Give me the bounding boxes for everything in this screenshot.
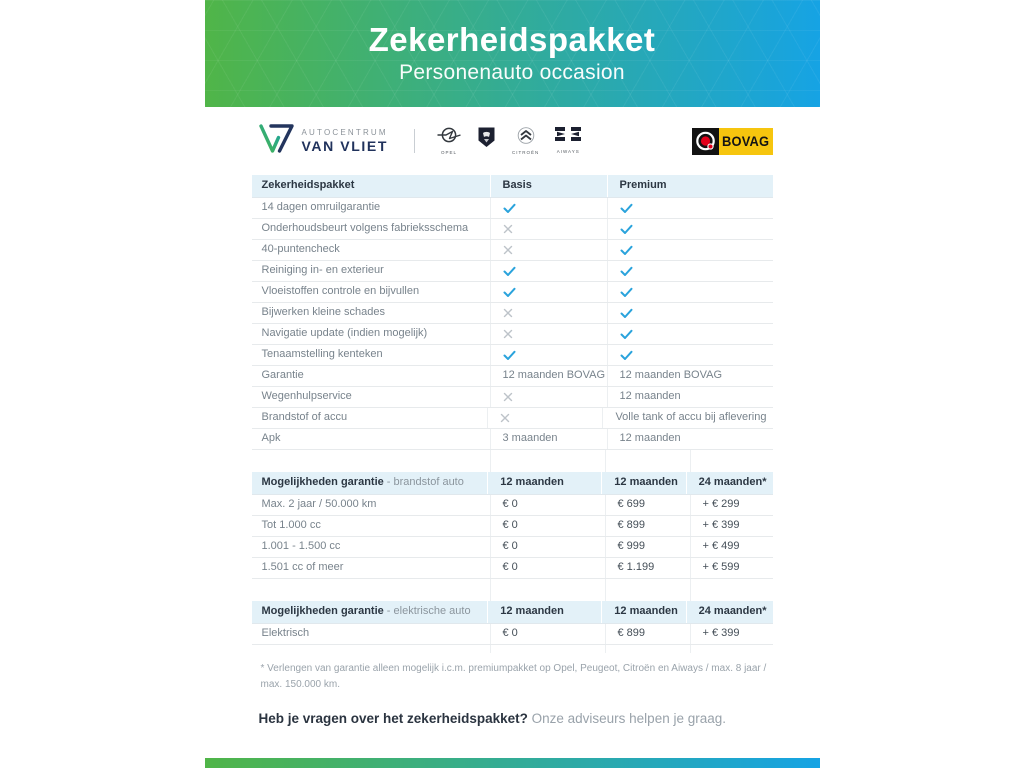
spacer-cell: [490, 450, 605, 472]
cell-value: Volle tank of accu bij aflevering: [602, 408, 772, 428]
table-row: [252, 345, 773, 366]
check-icon: [503, 350, 516, 361]
cell-price: + € 499: [690, 537, 773, 557]
cross-icon: [503, 224, 513, 234]
check-icon: [620, 266, 633, 277]
cell-label: 1.501 cc of meer: [261, 561, 344, 574]
peugeot-logo: [477, 127, 496, 153]
check-icon: [620, 287, 633, 298]
cell-label: Tenaamstelling kenteken: [261, 348, 383, 361]
cell-label: Garantie: [261, 369, 304, 382]
cell-label: Onderhoudsbeurt volgens fabrieksschema: [261, 222, 469, 235]
check-icon: [620, 245, 633, 256]
cell-price: + € 299: [690, 495, 773, 515]
cell-value: 12 maanden: [607, 387, 773, 407]
spacer-row: [252, 579, 773, 601]
cross-icon: [503, 392, 513, 402]
spacer-cell: [252, 646, 490, 652]
bovag-logo: [692, 128, 773, 155]
table-row: [252, 282, 773, 303]
table-row: [252, 324, 773, 345]
cell-value: [607, 324, 773, 344]
header-cell: 12 maanden: [487, 472, 601, 494]
table-row: [252, 219, 773, 240]
table-header-row: [252, 472, 773, 495]
cell-label: Navigatie update (indien mogelijk): [261, 327, 428, 340]
check-icon: [620, 203, 633, 214]
table-row: [252, 198, 773, 219]
cell-value: [607, 345, 773, 365]
cell-label: Elektrisch: [261, 627, 310, 640]
page-subtitle: Personenauto occasion: [399, 61, 625, 85]
header-banner: [205, 0, 820, 107]
header-cell: Basis: [490, 175, 607, 197]
logo-row: [258, 120, 773, 162]
cell-value: [490, 240, 607, 260]
cell-label: 14 dagen omruilgarantie: [261, 201, 381, 214]
table-row: [252, 387, 773, 408]
cell-value: 12 maanden: [607, 429, 773, 449]
cell-label: Brandstof of accu: [261, 411, 348, 424]
header-title-cell: [252, 602, 488, 622]
spacer-cell: [605, 645, 690, 653]
dealer-name-bottom: VAN VLIET: [301, 137, 388, 154]
opel-label: OPEL: [440, 150, 457, 155]
cell-price: € 0: [490, 558, 605, 578]
cell-price: € 0: [490, 624, 605, 644]
cell-value: 12 maanden BOVAG: [607, 366, 773, 386]
table-row: [252, 408, 773, 429]
aiways-icon: [555, 127, 581, 148]
cell-label: Max. 2 jaar / 50.000 km: [261, 498, 377, 511]
header-cell: 12 maanden: [601, 601, 685, 623]
header-cell: 12 maanden: [601, 472, 685, 494]
cell-price: + € 399: [690, 624, 773, 644]
spacer-cell: [490, 579, 605, 601]
table-header-row: [252, 601, 773, 624]
table-row: [252, 624, 773, 645]
cell-value: [490, 219, 607, 239]
table-row: [252, 303, 773, 324]
cell-price: € 699: [605, 495, 690, 515]
cell-value: [490, 345, 607, 365]
cell-value: [490, 303, 607, 323]
page-title: Zekerheidspakket: [368, 20, 656, 58]
cell-price: € 899: [605, 516, 690, 536]
cell-price: + € 599: [690, 558, 773, 578]
spacer-cell: [252, 458, 490, 464]
bovag-wordmark: BOVAG: [719, 128, 773, 155]
bottom-accent-bar: [205, 758, 820, 768]
electric-warranty-table: [252, 579, 773, 653]
spacer-cell: [252, 587, 490, 593]
cross-icon: [503, 329, 513, 339]
check-icon: [620, 350, 633, 361]
cell-value: [607, 198, 773, 218]
cell-value: [607, 240, 773, 260]
cell-price: € 999: [605, 537, 690, 557]
package-comparison-table: [252, 175, 773, 450]
spacer-cell: [490, 645, 605, 653]
table-row: [252, 240, 773, 261]
fuel-warranty-table: [252, 450, 773, 579]
footnote: * Verlengen van garantie alleen mogelijk i.c.m. premiumpakket op Opel, Peugeot, Citroën en Aiways / max. 8 jaar / max. 150.000 km.: [260, 663, 767, 690]
citroen-logo: [512, 127, 539, 155]
cell-label: 40-puntencheck: [261, 243, 340, 256]
cell-price: € 0: [490, 537, 605, 557]
spacer-cell: [605, 579, 690, 601]
header-title-bold: Mogelijkheden garantie: [261, 476, 384, 489]
brand-logos: [437, 127, 581, 155]
check-icon: [620, 224, 633, 235]
header-title-cell: [252, 473, 488, 493]
cell-value: [607, 282, 773, 302]
cell-label: Bijwerken kleine schades: [261, 306, 386, 319]
logo-divider: [414, 129, 415, 153]
cell-value: [607, 261, 773, 281]
header-cell: Premium: [607, 175, 773, 197]
spacer-row: [252, 645, 773, 653]
check-icon: [620, 329, 633, 340]
cell-label: Tot 1.000 cc: [261, 519, 321, 532]
spacer-cell: [690, 645, 773, 653]
cell-label: Wegenhulpservice: [261, 390, 352, 403]
cell-label: Reiniging in- en exterieur: [261, 264, 384, 277]
spacer-row: [252, 450, 773, 472]
cell-value: [490, 282, 607, 302]
cross-icon: [503, 308, 513, 318]
cell-value: [607, 303, 773, 323]
cell-label: Apk: [261, 432, 281, 445]
opel-logo: [437, 127, 461, 155]
check-icon: [620, 308, 633, 319]
cell-price: € 1.199: [605, 558, 690, 578]
cell-value: [490, 324, 607, 344]
header-cell: 24 maanden*: [686, 601, 773, 623]
closing-question-rest: Onze adviseurs helpen je graag.: [527, 711, 726, 726]
check-icon: [503, 203, 516, 214]
aiways-logo: [555, 127, 581, 154]
header-title-bold: Mogelijkheden garantie: [261, 605, 384, 618]
cell-price: € 0: [490, 495, 605, 515]
check-icon: [503, 266, 516, 277]
table-row: [252, 261, 773, 282]
header-title-rest: - elektrische auto: [383, 605, 471, 618]
cell-price: € 899: [605, 624, 690, 644]
citroen-icon: [516, 127, 536, 149]
table-row: [252, 537, 773, 558]
spacer-cell: [690, 450, 773, 472]
cell-value: [487, 408, 603, 428]
cross-icon: [500, 413, 510, 423]
peugeot-icon: [477, 127, 496, 153]
dealer-logo: [258, 123, 388, 159]
spacer-cell: [690, 579, 773, 601]
bovag-wheel-icon: [692, 128, 719, 155]
opel-icon: [437, 127, 461, 149]
cell-value: 3 maanden: [490, 429, 607, 449]
table-row: [252, 495, 773, 516]
header-cell: Zekerheidspakket: [261, 179, 355, 192]
cell-price: € 0: [490, 516, 605, 536]
table-row: [252, 516, 773, 537]
cell-label: 1.001 - 1.500 cc: [261, 540, 341, 553]
header-cell: 12 maanden: [487, 601, 601, 623]
table-row: [252, 366, 773, 387]
cell-value: [490, 387, 607, 407]
cell-value: [607, 219, 773, 239]
header-cell: 24 maanden*: [686, 472, 773, 494]
closing-question-bold: Heb je vragen over het zekerheidspakket?: [258, 711, 528, 726]
table-header-row: [252, 175, 773, 198]
citroen-label: CITROËN: [511, 150, 540, 155]
table-row: [252, 429, 773, 450]
spacer-cell: [605, 450, 690, 472]
closing-question: [259, 711, 773, 726]
van-vliet-logo-icon: [258, 123, 295, 159]
aiways-label: AIWAYS: [556, 149, 580, 154]
header-title-rest: - brandstof auto: [383, 476, 464, 489]
cell-value: [490, 198, 607, 218]
dealer-name-top: AUTOCENTRUM: [301, 128, 388, 138]
check-icon: [503, 287, 516, 298]
cell-price: + € 399: [690, 516, 773, 536]
cross-icon: [503, 245, 513, 255]
cell-value: 12 maanden BOVAG: [490, 366, 607, 386]
cell-label: Vloeistoffen controle en bijvullen: [261, 285, 420, 298]
document-page: [205, 0, 820, 768]
table-row: [252, 558, 773, 579]
cell-value: [490, 261, 607, 281]
